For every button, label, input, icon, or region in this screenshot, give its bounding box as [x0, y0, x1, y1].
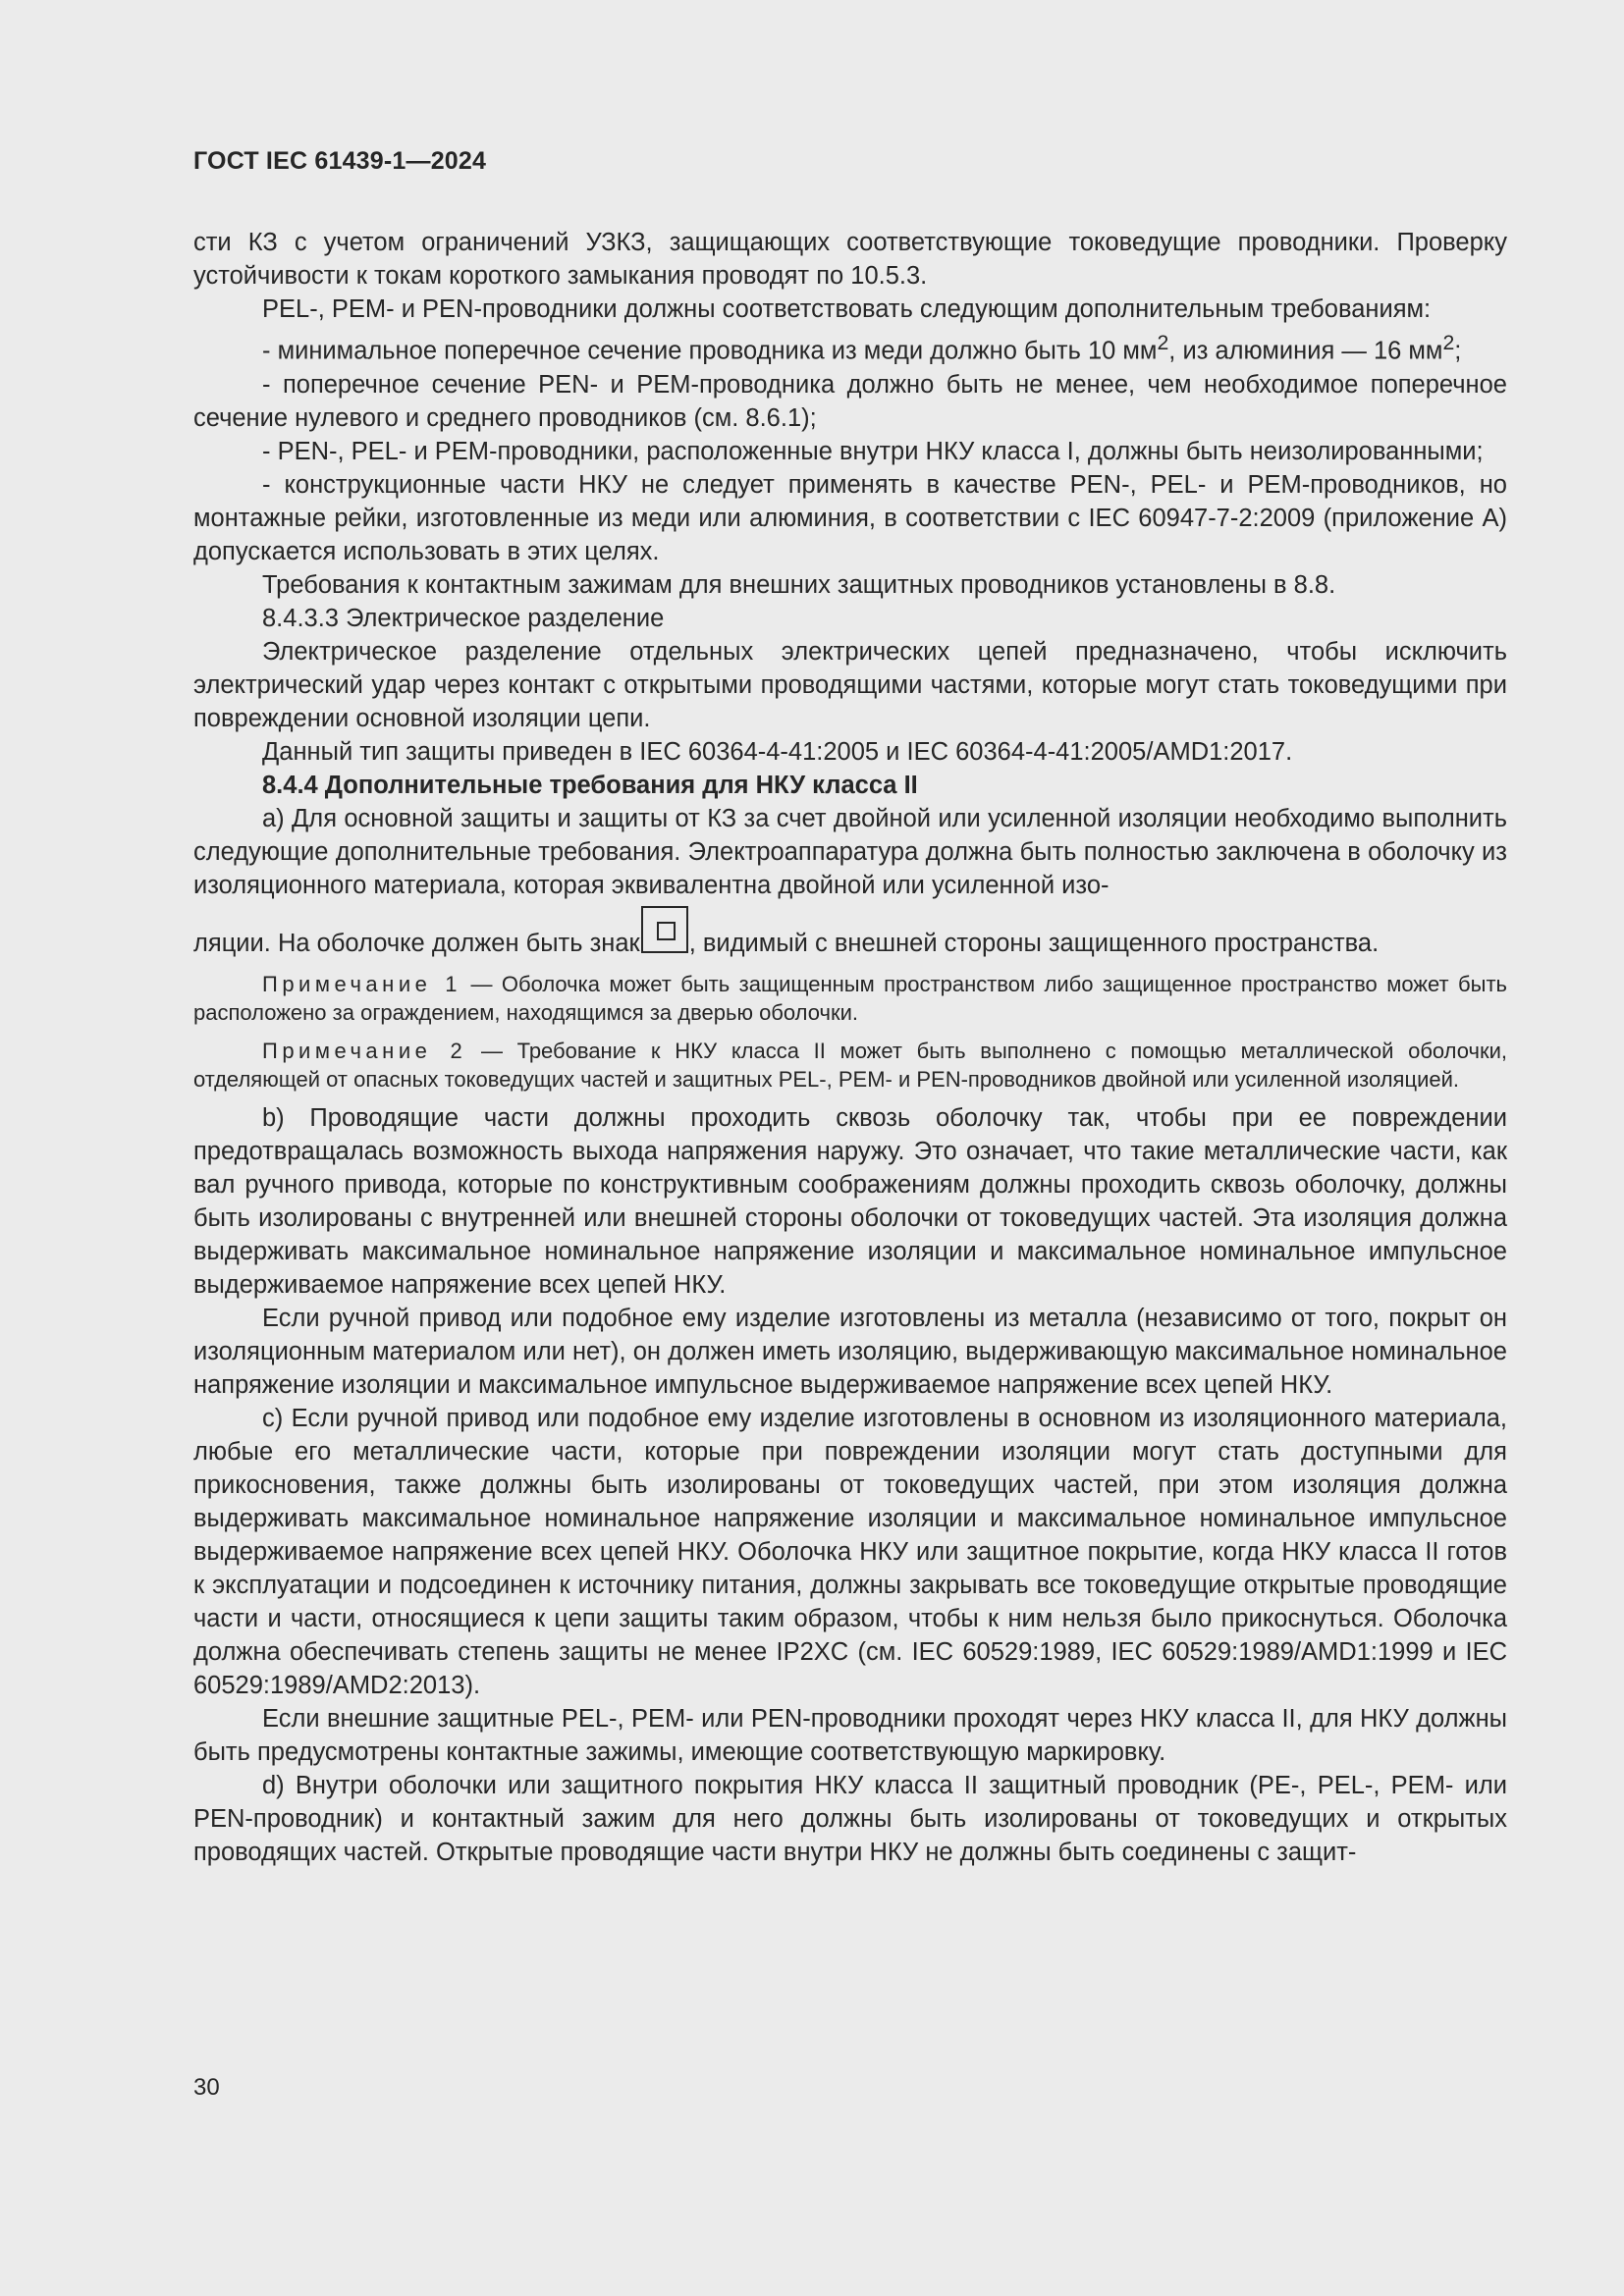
note-1 — [193, 970, 1507, 1027]
paragraph: Если ручной привод или подобное ему изделие изготовлены из металла (независимо от того, покрыт он изоляционным материалом или нет), он должен иметь изоляцию, выдерживающую максимальное номинальное напряжение изоляции и максимальное импульсное выдерживаемое напряжение всех цепей НКУ. — [193, 1304, 1507, 1399]
document-header: ГОСТ IEC 61439-1—2024 — [193, 147, 487, 175]
list-item: - конструкционные части НКУ не следует применять в качестве PEN-, PEL- и PEM-проводников, но монтажные рейки, изготовленные из меди или алюминия, в соответствии с IEC 60947-7-2:2009 (приложение А) допускается использовать в этих целях. — [193, 470, 1507, 565]
subsection-heading: 8.4.3.3 Электрическое разделение — [262, 604, 665, 632]
text-span: ляции. На оболочке должен быть знак — [193, 929, 640, 957]
section-heading: 8.4.4 Дополнительные требования для НКУ класса II — [262, 771, 918, 799]
paragraph: Требования к контактным зажимам для внешних защитных проводников установлены в 8.8. — [262, 570, 1336, 599]
paragraph: PEL-, PEM- и PEN-проводники должны соответствовать следующим дополнительным требованиям: — [262, 295, 1432, 323]
note-2 — [193, 1037, 1507, 1094]
class-ii-double-square-icon — [641, 906, 688, 953]
note-label: Примечание 1 — [262, 971, 462, 996]
page-content — [193, 226, 1507, 1869]
note-label: Примечание 2 — [262, 1038, 467, 1063]
list-item: - поперечное сечение PEN- и PEM-проводника должно быть не менее, чем необходимое поперечное сечение нулевого и среднего проводников (см. 8.6.1); — [193, 370, 1507, 432]
page-number: 30 — [193, 2074, 220, 2101]
note-text: — Требование к НКУ класса II может быть выполнено с помощью металлической оболочки, отделяющей от опасных токоведущих частей и защитных PEL-, PEM- и PEN-проводников двойной или усиленной изоляцией. — [193, 1038, 1508, 1092]
paragraph: Данный тип защиты приведен в IEC 60364-4-41:2005 и IEC 60364-4-41:2005/AMD1:2017. — [262, 737, 1293, 766]
paragraph: c) Если ручной привод или подобное ему изделие изготовлены в основном из изоляционного материала, любые его металлические части, которые при повреждении изоляции могут стать доступными для прикосновения, также должны быть изолированы от токоведущих частей, при этом изоляция должна выдерживать максимальное номинальное напряжение изоляции и максимальное номинальное импульсное выдерживаемое напряжение всех цепей НКУ. Оболочка НКУ или защитное покрытие, когда НКУ класса II готов к эксплуатации и подсоединен к источнику питания, должны закрывать все токоведущие открытые проводящие части и части, относящиеся к цепи защиты таким образом, чтобы к ним нельзя было прикоснуться. Оболочка должна обеспечивать степень защиты не менее IP2XC (см. IEC 60529:1989, IEC 60529:1989/AMD1:1999 и IEC 60529:1989/AMD2:2013). — [193, 1404, 1507, 1699]
paragraph — [193, 910, 1507, 960]
paragraph: сти КЗ с учетом ограничений УЗКЗ, защищающих соответствующие токоведущие проводники. Проверку устойчивости к токам короткого замыкания проводят по 10.5.3. — [193, 229, 1507, 290]
text-span: - минимальное поперечное сечение проводника из меди должно быть 10 мм — [262, 337, 1158, 365]
superscript: 2 — [1157, 331, 1169, 354]
paragraph: b) Проводящие части должны проходить сквозь оболочку так, чтобы при ее повреждении предотвращалась возможность выхода напряжения наружу. Это означает, что такие металлические части, как вал ручного привода, которые по конструктивным соображениям должны проходить сквозь оболочку, должны быть изолированы с внутренней или внешней стороны оболочки от токоведущих частей. Эта изоляция должна выдерживать максимальное номинальное напряжение изоляции и максимальное номинальное импульсное выдерживаемое напряжение всех цепей НКУ. — [193, 1103, 1507, 1299]
note-text: — Оболочка может быть защищенным пространством либо защищенное пространство может быть расположено за ограждением, находящимся за дверью оболочки. — [193, 971, 1507, 1025]
text-span: , видимый с внешней стороны защищенного пространства. — [688, 929, 1380, 957]
text-span: ; — [1454, 337, 1462, 365]
text-span: , из алюминия — 16 мм — [1168, 337, 1443, 365]
paragraph: а) Для основной защиты и защиты от КЗ за счет двойной или усиленной изоляции необходимо выполнить следующие дополнительные требования. Электроаппаратура должна быть полностью заключена в оболочку из изоляционного материала, которая эквивалентна двойной или усиленной изо- — [193, 804, 1507, 899]
paragraph: d) Внутри оболочки или защитного покрытия НКУ класса II защитный проводник (PE-, PEL-, PEM- или PEN-проводник) и контактный зажим для него должны быть изолированы от токоведущих и открытых проводящих частей. Открытые проводящие части внутри НКУ не должны быть соединены с защит- — [193, 1771, 1507, 1866]
paragraph: Электрическое разделение отдельных электрических цепей предназначено, чтобы исключить электрический удар через контакт с открытыми проводящими частями, которые могут стать токоведущими при повреждении основной изоляции цепи. — [193, 637, 1507, 732]
list-item — [193, 326, 1507, 368]
superscript: 2 — [1442, 331, 1455, 354]
list-item: - PEN-, PEL- и PEM-проводники, расположенные внутри НКУ класса I, должны быть неизолированными; — [262, 437, 1484, 465]
paragraph: Если внешние защитные PEL-, PEM- или PEN-проводники проходят через НКУ класса II, для НКУ должны быть предусмотрены контактные зажимы, имеющие соответствующую маркировку. — [193, 1704, 1507, 1766]
